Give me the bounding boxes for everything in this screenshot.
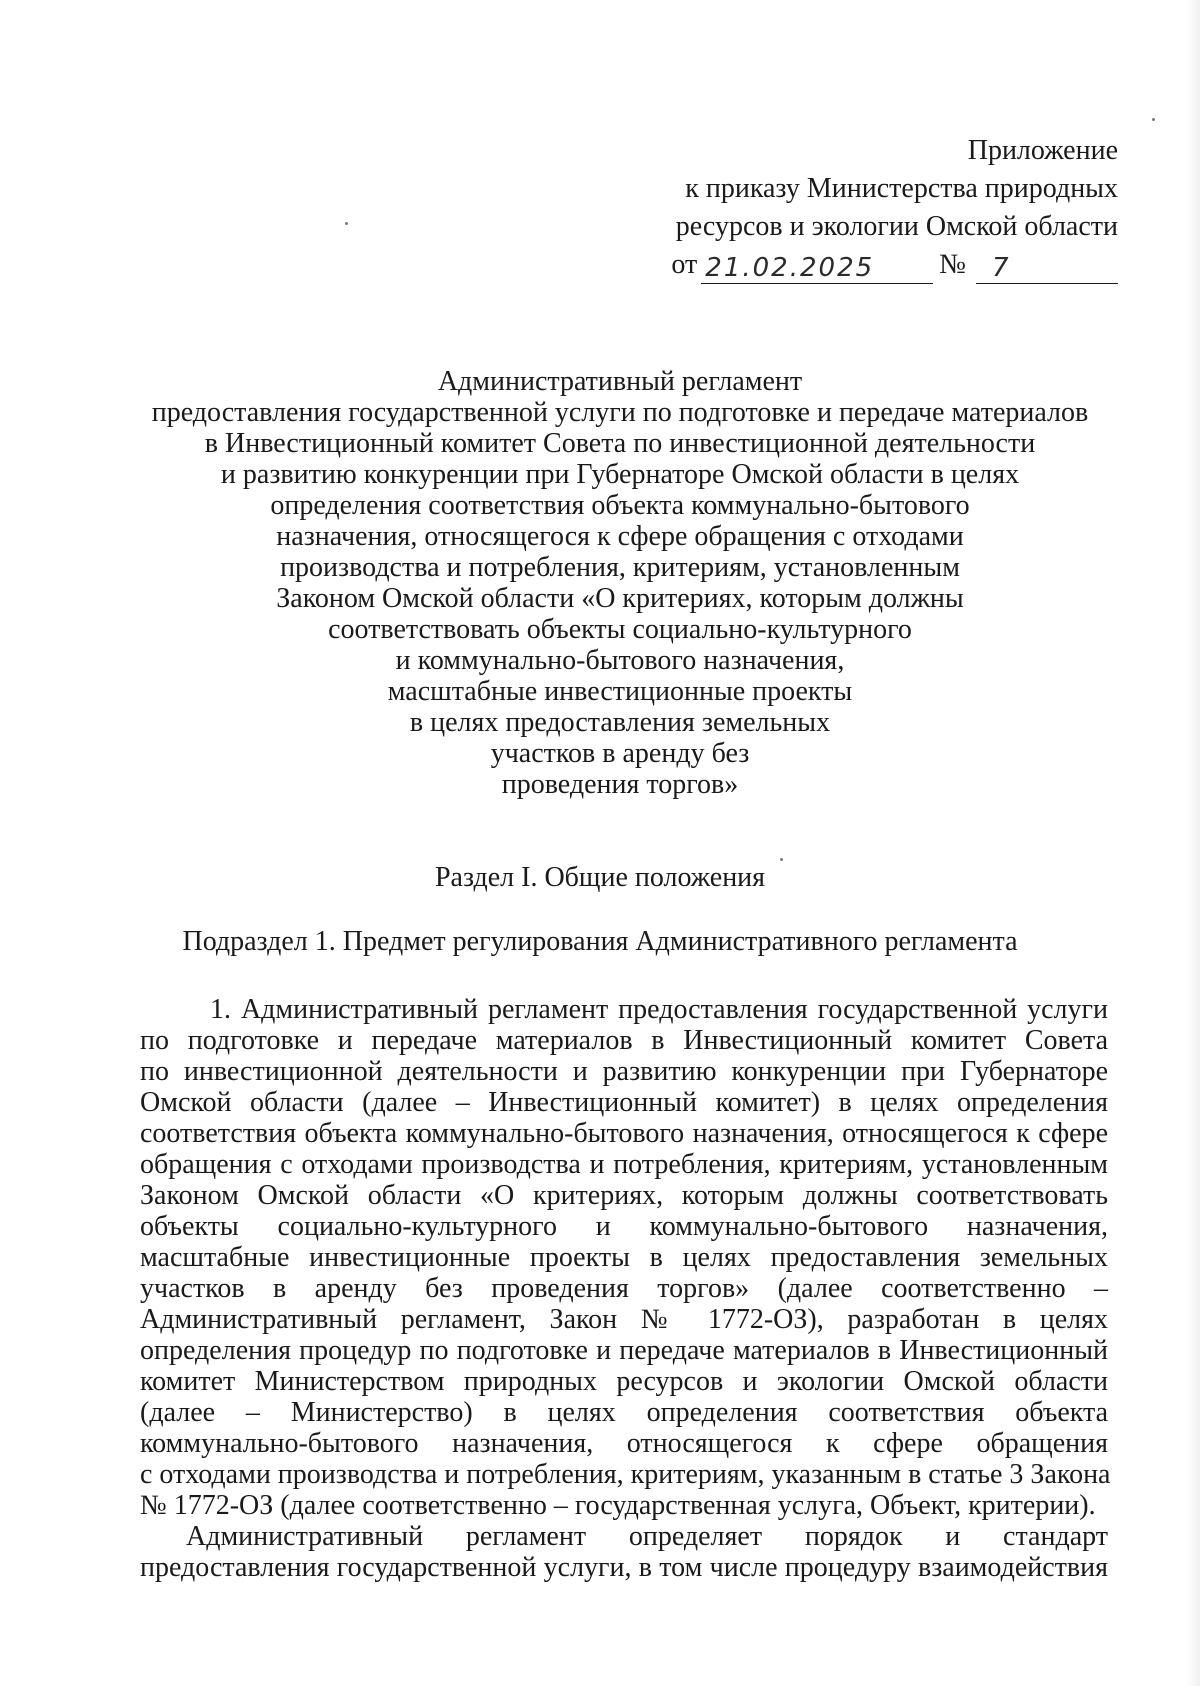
scan-speck xyxy=(345,222,348,225)
title-line: в Инвестиционный комитет Совета по инвестиционной деятельности xyxy=(204,428,1036,459)
scan-edge-shadow xyxy=(1186,0,1200,1686)
text-line: Омской области (далее – Инвестиционный комитет) в целях определения xyxy=(140,1087,1108,1118)
date-number-line xyxy=(598,246,1118,284)
text-line: соответствия объекта коммунально-бытового назначения, относящегося к сфере xyxy=(140,1118,1108,1149)
document-body xyxy=(140,994,1111,1583)
ministry-line: ресурсов и экологии Омской области xyxy=(675,211,1118,242)
text-line: предоставления государственной услуги, в том числе процедуру взаимодействия xyxy=(140,1552,1108,1583)
text-line: по подготовке и передаче материалов в Инвестиционный комитет Совета xyxy=(140,1025,1108,1056)
title-line: и развитию конкуренции при Губернаторе Омской области в целях xyxy=(220,459,1020,490)
appendix-label: Приложение xyxy=(967,135,1118,166)
paragraph-1 xyxy=(140,994,1111,1521)
title-line: соответствовать объекты социально-культурного xyxy=(328,614,912,645)
section-heading: Раздел I. Общие положения xyxy=(434,862,766,893)
text-line: Административный регламент, Закон № 1772-ОЗ), разработан в целях xyxy=(140,1304,1108,1335)
text-line: № 1772-ОЗ (далее соответственно – государственная услуга, Объект, критерии). xyxy=(140,1490,1096,1521)
title-line: масштабные инвестиционные проекты xyxy=(387,676,853,707)
text-line: комитет Министерством природных ресурсов и экологии Омской области xyxy=(140,1366,1108,1397)
scan-speck xyxy=(780,858,783,861)
subsection-heading: Подраздел 1. Предмет регулирования Административного регламента xyxy=(182,926,1018,957)
handwritten-date: 21.02.2025 xyxy=(701,253,933,284)
title-line: участков в аренду без xyxy=(490,738,750,769)
text-line: (далее – Министерство) в целях определения соответствия объекта xyxy=(140,1397,1108,1428)
title-line: Административный регламент xyxy=(437,366,803,397)
title-line: предоставления государственной услуги по подготовке и передаче материалов xyxy=(151,397,1089,428)
title-line: и коммунально-бытового назначения, xyxy=(395,645,845,676)
scan-speck xyxy=(1152,118,1155,121)
document-title xyxy=(130,366,1110,800)
paragraph-2 xyxy=(140,1521,1108,1583)
text-line: с отходами производства и потребления, критериям, указанным в статье 3 Закона xyxy=(140,1459,1111,1490)
text-line: определения процедур по подготовке и передаче материалов в Инвестиционный xyxy=(140,1335,1108,1366)
text-line: участков в аренду без проведения торгов» (далее соответственно – xyxy=(140,1273,1108,1304)
title-line: Законом Омской области «О критериях, которым должны xyxy=(276,583,964,614)
text-line: коммунально-бытового назначения, относящегося к сфере обращения xyxy=(140,1428,1108,1459)
number-sign: № xyxy=(939,249,966,280)
title-line: в целях предоставления земельных xyxy=(409,707,831,738)
text-line: по инвестиционной деятельности и развитию конкуренции при Губернаторе xyxy=(140,1056,1108,1087)
text-line: объекты социально-культурного и коммунально-бытового назначения, xyxy=(140,1211,1108,1242)
title-line: проведения торгов» xyxy=(501,769,739,800)
appendix-header xyxy=(598,132,1118,284)
text-line: обращения с отходами производства и потребления, критериям, установленным xyxy=(140,1149,1108,1180)
title-line: назначения, относящегося к сфере обращения с отходами xyxy=(276,521,964,552)
handwritten-number: 7 xyxy=(976,253,1118,284)
text-line: Законом Омской области «О критериях, которым должны соответствовать xyxy=(140,1180,1108,1211)
title-line: производства и потребления, критериям, установленным xyxy=(280,552,960,583)
order-reference-line: к приказу Министерства природных xyxy=(685,173,1118,204)
from-label: от xyxy=(671,249,698,280)
text-line: 1. Административный регламент предоставления государственной услуги xyxy=(210,994,1108,1025)
text-line: Административный регламент определяет порядок и стандарт xyxy=(186,1521,1108,1552)
text-line: масштабные инвестиционные проекты в целях предоставления земельных xyxy=(140,1242,1108,1273)
title-line: определения соответствия объекта коммунально-бытового xyxy=(270,490,970,521)
